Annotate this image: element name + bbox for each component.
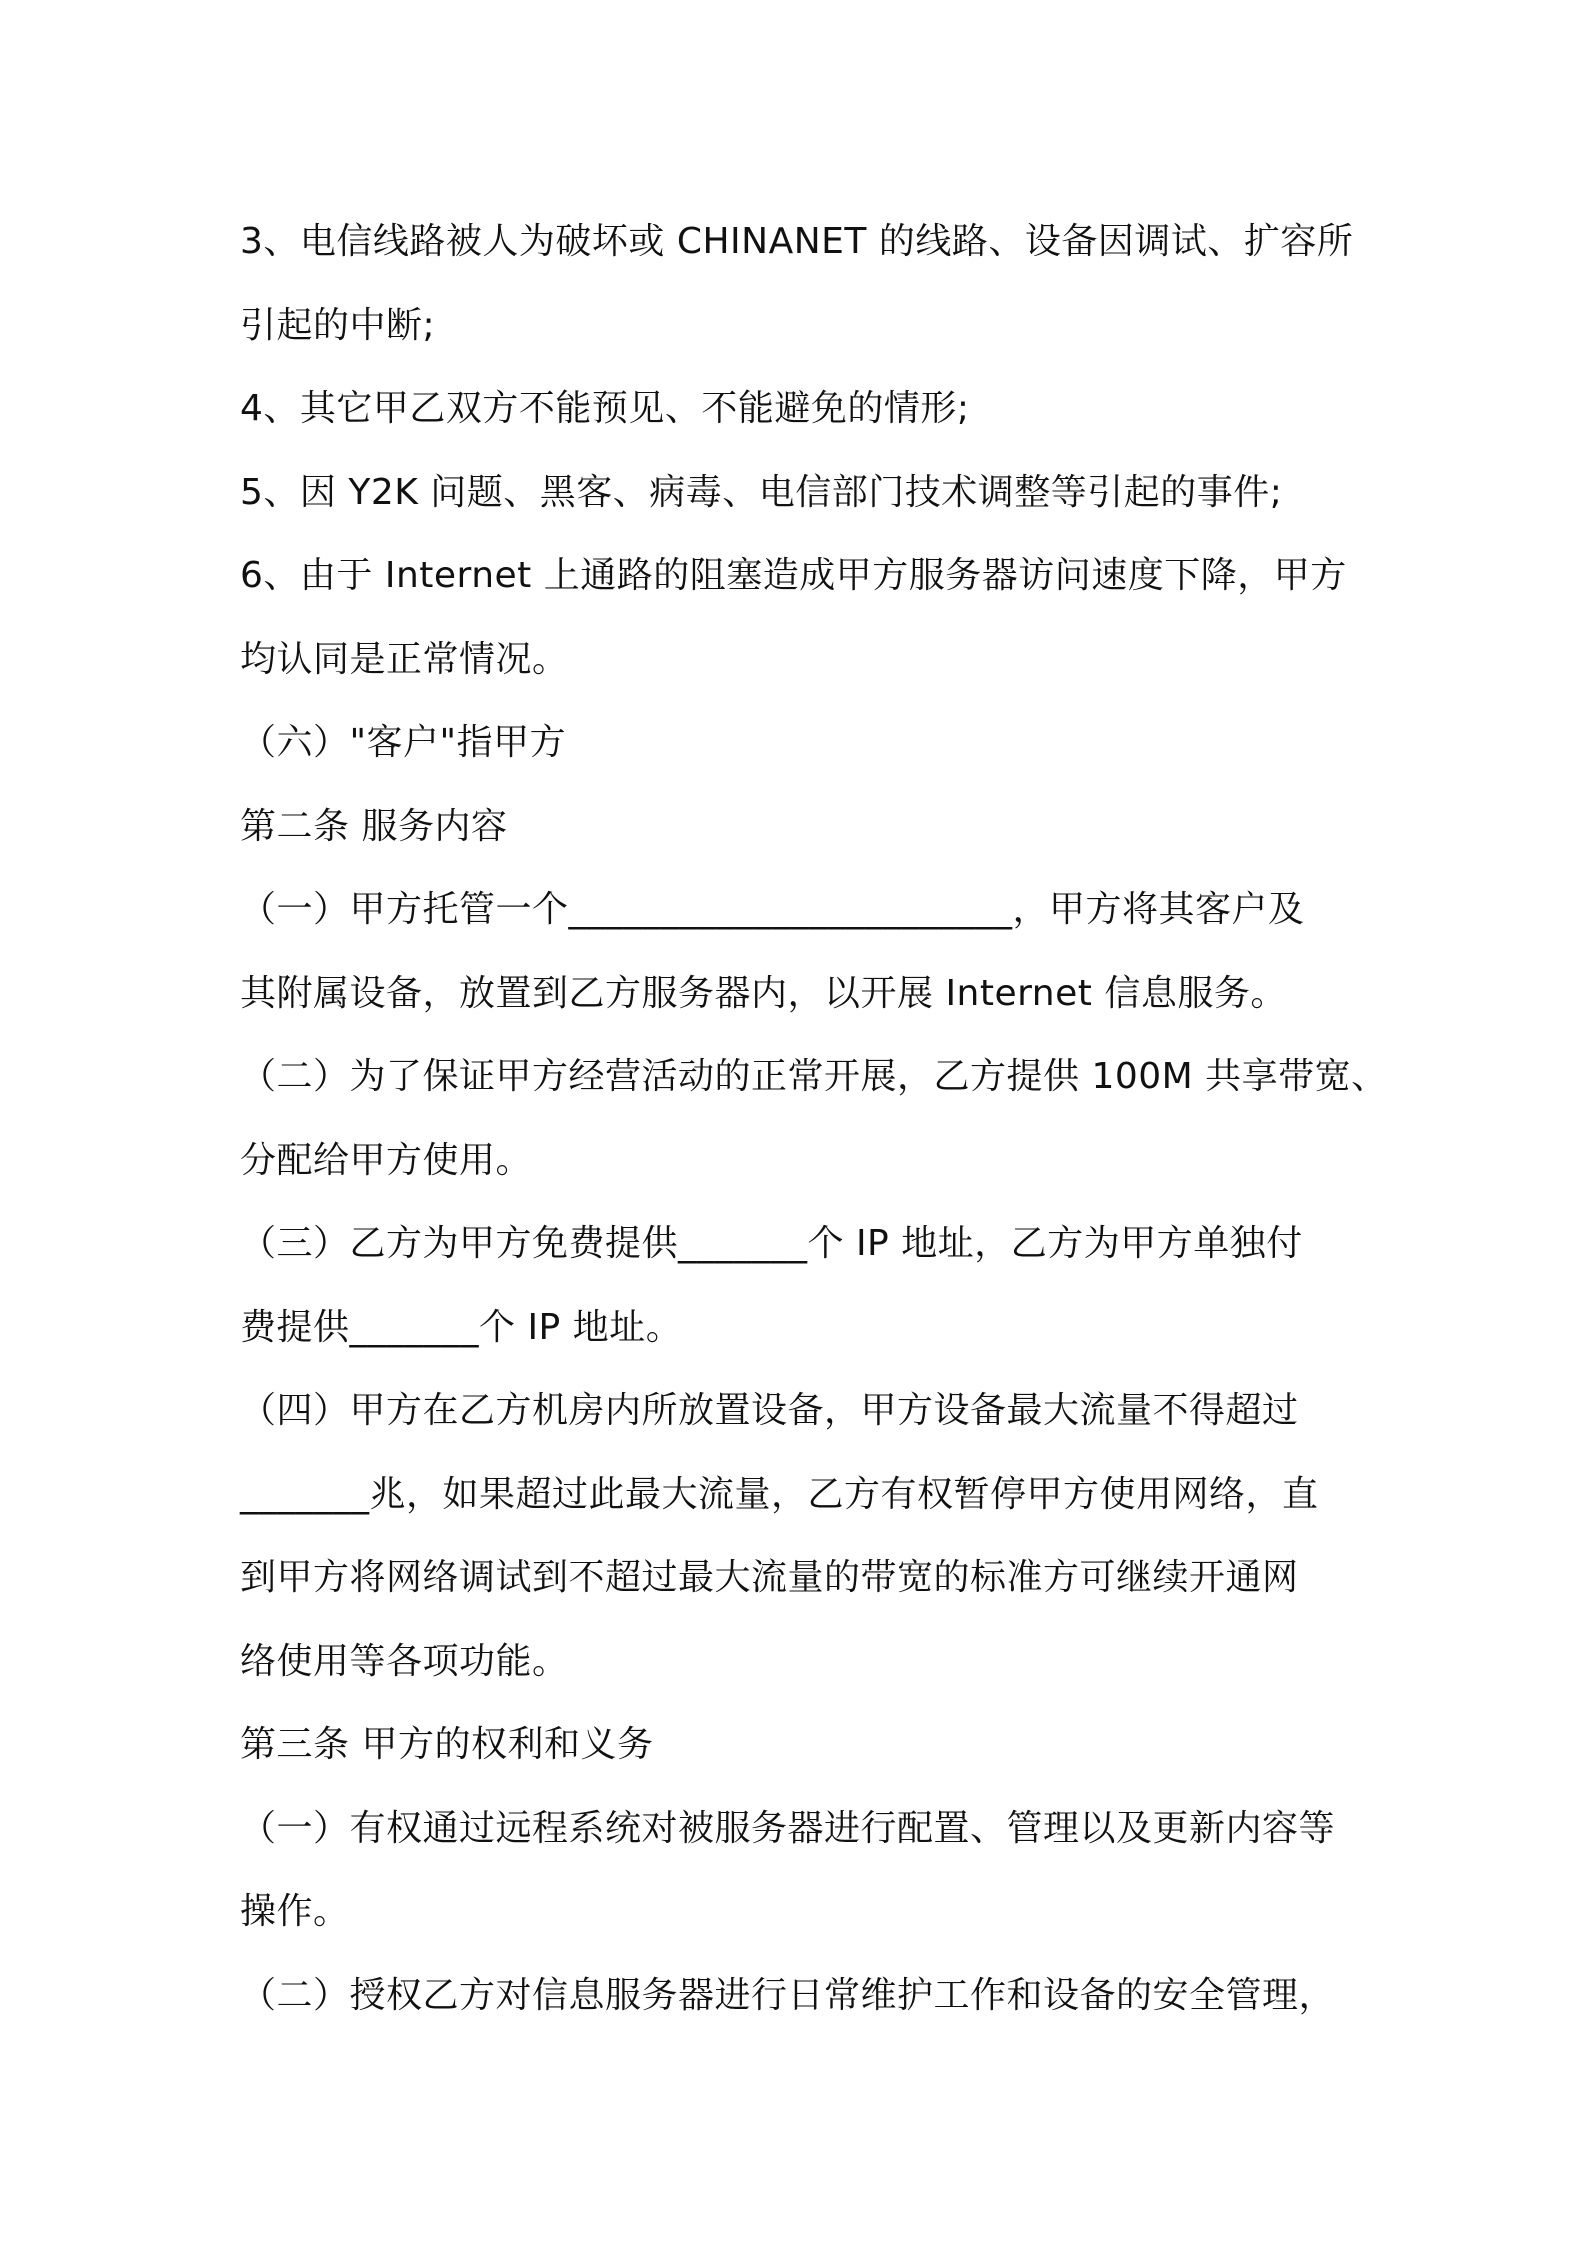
text-line: 3、电信线路被人为破坏或 CHINANET 的线路、设备因调试、扩容所: [240, 221, 1354, 262]
text-line: 引起的中断;: [240, 304, 436, 346]
text-line: _______兆，如果超过此最大流量，乙方有权暂停甲方使用网络，直: [240, 1473, 1319, 1515]
text-line: 4、其它甲乙双方不能预见、不能避免的情形;: [240, 388, 970, 429]
text-line: 到甲方将网络调试到不超过最大流量的带宽的标准方可继续开通网: [240, 1557, 1299, 1598]
text-line: 络使用等各项功能。: [240, 1640, 569, 1682]
text-line: 6、由于 Internet 上通路的阻塞造成甲方服务器访问速度下降，甲方: [240, 555, 1347, 596]
section-heading: 第二条 服务内容: [240, 805, 508, 847]
text-line: （六）"客户"指甲方: [240, 722, 567, 763]
text-line: 分配给甲方使用。: [240, 1139, 533, 1181]
document-body: [240, 200, 1388, 2037]
text-line: 均认同是正常情况。: [240, 638, 569, 680]
text-line: （二）授权乙方对信息服务器进行日常维护工作和设备的安全管理，: [240, 1974, 1336, 2016]
text-line: （三）乙方为甲方免费提供_______个 IP 地址，乙方为甲方单独付: [240, 1223, 1303, 1264]
text-line: 操作。: [240, 1891, 350, 1932]
text-line: 其附属设备，放置到乙方服务器内，以开展 Internet 信息服务。: [240, 972, 1287, 1014]
text-line: （四）甲方在乙方机房内所放置设备，甲方设备最大流量不得超过: [240, 1390, 1299, 1431]
text-line: 5、因 Y2K 问题、黑客、病毒、电信部门技术调整等引起的事件;: [240, 471, 1283, 513]
text-line: （一）甲方托管一个________________________，甲方将其客户及: [240, 889, 1305, 930]
text-line: （一）有权通过远程系统对被服务器进行配置、管理以及更新内容等: [240, 1807, 1336, 1849]
text-line: （二）为了保证甲方经营活动的正常开展，乙方提供 100M 共享带宽、: [240, 1056, 1388, 1097]
section-heading: 第三条 甲方的权利和义务: [240, 1724, 654, 1765]
text-line: 费提供_______个 IP 地址。: [240, 1306, 683, 1348]
